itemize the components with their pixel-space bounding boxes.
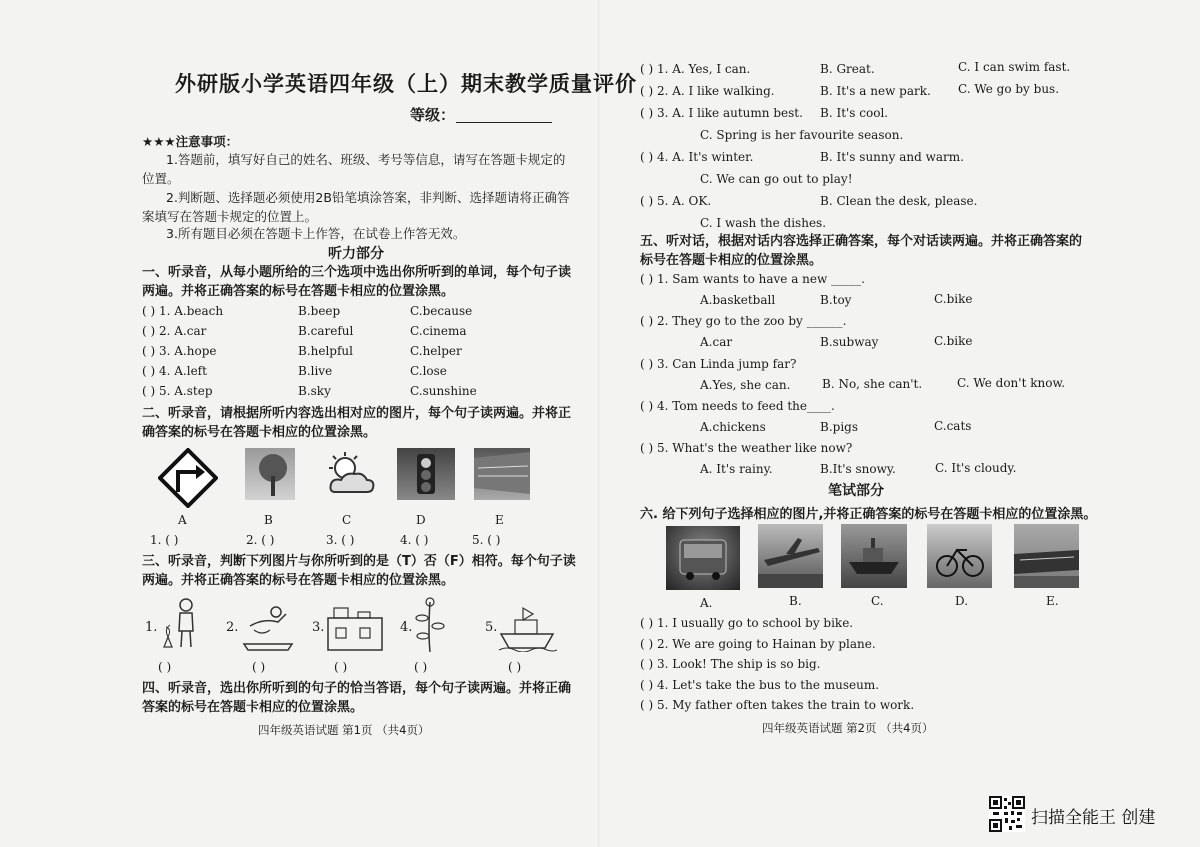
sec5-q1-a: A.basketball [700, 293, 776, 307]
sec6-label-d: D. [955, 594, 969, 608]
sec5-q3-b: B. No, she can't. [822, 377, 923, 391]
sec1-q1-b: B.beep [298, 304, 341, 318]
sec5-q5-c: C. It's cloudy. [935, 461, 1017, 475]
sec3-title: 三、听录音，判断下列图片与你所听到的是（T）否（F）相符。每个句子读两遍。并将正确答案的标号在答题卡相应的位置涂黑。 [142, 554, 576, 588]
listening-title: 听力部分 [328, 246, 384, 262]
sec1-q4-b: B.live [298, 364, 333, 378]
left-page [0, 0, 637, 760]
sec3-num-1: 1. [145, 620, 158, 635]
sec1-q1-c: C.because [410, 304, 473, 318]
turn-right-sign-icon [158, 448, 218, 508]
sec1-q3: ( ) 3. A.hope [142, 344, 217, 358]
sec2-answer-3: 3. ( ) [326, 533, 355, 547]
sec2-answer-1: 1. ( ) [150, 533, 179, 547]
sec5-q4-b: B.pigs [820, 420, 858, 434]
sec4-q5-c: C. I wash the dishes. [700, 216, 827, 230]
note-1: 1.答题前，填写好自己的姓名、班级、考号等信息，请写在答题卡规定的位置。 [142, 152, 566, 186]
train-photo [1014, 524, 1079, 588]
scanner-watermark: 扫描全能王 创建 [1031, 808, 1156, 828]
plane-photo [758, 524, 823, 588]
sec6-label-c: C. [871, 594, 884, 608]
sec1-q3-c: C.helper [410, 344, 462, 358]
sec5-q4: ( ) 4. Tom needs to feed the____. [640, 399, 835, 413]
grade-label: 等级： [410, 106, 456, 124]
sec4-q1-c: C. I can swim fast. [958, 60, 1071, 74]
sec1-q1: ( ) 1. A.beach [142, 304, 224, 318]
sec5-q5-a: A. It's rainy. [700, 462, 773, 476]
sec2-label-a: A [178, 513, 187, 527]
sec3-num-4: 4. [400, 620, 413, 635]
sec5-q5-b: B.It's snowy. [820, 462, 896, 476]
sec4-q2: ( ) 2. A. I like walking. [640, 84, 775, 98]
sec5-q2-b: B.subway [820, 335, 879, 349]
sec6-title: 六. 给下列句子选择相应的图片,并将正确答案的标号在答题卡相应的位置涂黑。 [640, 507, 1097, 522]
traffic-light-photo [397, 448, 455, 500]
sec2-label-c: C [342, 513, 352, 527]
sec4-q4: ( ) 4. A. It's winter. [640, 150, 754, 164]
sec5-q1-c: C.bike [934, 292, 973, 306]
sec5-title: 五、听对话，根据对话内容选择正确答案，每个对话读两遍。并将正确答案的标号在答题卡相应的位置涂黑。 [640, 234, 1083, 268]
flower-plant-drawing [414, 596, 446, 654]
sec2-answer-2: 2. ( ) [246, 533, 275, 547]
sec4-title: 四、听录音，选出你所听到的句子的恰当答语，每个句子读两遍。并将正确答案的标号在答题卡相应的位置涂黑。 [142, 681, 572, 715]
sec1-q5-c: C.sunshine [410, 384, 477, 398]
sec3-blank-3: ( ) [334, 660, 348, 674]
sec6-q3: ( ) 3. Look! The ship is so big. [640, 657, 821, 671]
sec5-q2-a: A.car [700, 335, 733, 349]
sec1-q4: ( ) 4. A.left [142, 364, 207, 378]
sec2-label-e: E [495, 513, 504, 527]
note-3: 3.所有题目必须在答题卡上作答，在试卷上作答无效。 [166, 226, 466, 241]
bike-photo [927, 524, 992, 588]
child-swimming-drawing [240, 600, 296, 652]
sec6-q5: ( ) 5. My father often takes the train to work. [640, 698, 915, 712]
building-drawing [324, 602, 386, 652]
sec5-q3: ( ) 3. Can Linda jump far? [640, 357, 797, 371]
sunny-cloudy-weather-icon [323, 450, 378, 500]
sec5-q2: ( ) 2. They go to the zoo by ______. [640, 314, 847, 328]
sec5-q5: ( ) 5. What's the weather like now? [640, 441, 853, 455]
sec6-q1: ( ) 1. I usually go to school by bike. [640, 616, 854, 630]
sec5-q3-a: A.Yes, she can. [700, 378, 791, 392]
sec1-q2-c: C.cinema [410, 324, 467, 338]
notes-title: ★★★注意事项： [142, 134, 239, 149]
sec1-q3-b: B.helpful [298, 344, 353, 358]
written-title: 笔试部分 [828, 483, 884, 499]
sec5-q4-c: C.cats [934, 419, 972, 433]
boy-watering-plant-drawing [162, 597, 204, 652]
note-2: 2.判断题、选择题必须使用2B铅笔填涂答案，非判断、选择题请将正确答案填写在答题卡规定的位置上。 [142, 190, 570, 224]
tree-photo [245, 448, 295, 500]
sec3-blank-5: ( ) [508, 660, 522, 674]
sec4-q2-c: C. We go by bus. [958, 82, 1060, 96]
sec1-title: 一、听录音，从每小题所给的三个选项中选出你所听到的单词，每个句子读两遍。并将正确答案的标号在答题卡相应的位置涂黑。 [142, 265, 572, 299]
sec3-blank-4: ( ) [414, 660, 428, 674]
sec2-label-d: D [416, 513, 426, 527]
sec6-q4: ( ) 4. Let's take the bus to the museum. [640, 678, 880, 692]
sec1-q5-b: B.sky [298, 384, 331, 398]
sec5-q2-c: C.bike [934, 334, 973, 348]
sec5-q1: ( ) 1. Sam wants to have a new _____. [640, 272, 865, 286]
sec4-q1: ( ) 1. A. Yes, I can. [640, 62, 751, 76]
sec3-blank-1: ( ) [158, 660, 172, 674]
sec3-num-3: 3. [312, 620, 325, 635]
sec6-label-e: E. [1046, 594, 1059, 608]
sec1-q2: ( ) 2. A.car [142, 324, 207, 338]
sec4-q4-c: C. We can go out to play! [700, 172, 853, 186]
sec1-q2-b: B.careful [298, 324, 354, 338]
sec4-q5: ( ) 5. A. OK. [640, 194, 712, 208]
sec4-q2-b: B. It's a new park. [820, 84, 931, 98]
sec4-q1-b: B. Great. [820, 62, 875, 76]
sec2-answer-4: 4. ( ) [400, 533, 429, 547]
right-page [600, 0, 1200, 760]
sec5-q3-c: C. We don't know. [957, 376, 1066, 390]
sec5-q4-a: A.chickens [700, 420, 766, 434]
left-footer: 四年级英语试题 第1页 （共4页） [258, 723, 430, 737]
qr-code-icon [989, 796, 1025, 832]
grade-blank [456, 122, 552, 123]
sec6-label-b: B. [789, 594, 802, 608]
sec6-label-a: A. [700, 596, 713, 610]
sec3-blank-2: ( ) [252, 660, 266, 674]
sec3-num-5: 5. [485, 620, 498, 635]
sec1-q5: ( ) 5. A.step [142, 384, 213, 398]
sec3-num-2: 2. [226, 620, 239, 635]
exam-title: 外研版小学英语四年级（上）期末教学质量评价 [175, 72, 637, 96]
ship-photo [841, 524, 907, 588]
sec1-q4-c: C.lose [410, 364, 447, 378]
sec4-q3-b: B. It's cool. [820, 106, 889, 120]
bus-photo [666, 526, 740, 590]
sec4-q5-b: B. Clean the desk, please. [820, 194, 978, 208]
sec4-q4-b: B. It's sunny and warm. [820, 150, 964, 164]
right-footer: 四年级英语试题 第2页 （共4页） [762, 721, 934, 735]
sec6-q2: ( ) 2. We are going to Hainan by plane. [640, 637, 876, 651]
sec4-q3-c: C. Spring is her favourite season. [700, 128, 904, 142]
sec2-title: 二、听录音，请根据所听内容选出相对应的图片，每个句子读两遍。并将正确答案的标号在答题卡相应的位置涂黑。 [142, 406, 572, 440]
boat-drawing [497, 604, 557, 652]
sec2-label-b: B [264, 513, 273, 527]
subway-station-photo [474, 448, 530, 500]
sec4-q3: ( ) 3. A. I like autumn best. [640, 106, 803, 120]
sec2-answer-5: 5. ( ) [472, 533, 501, 547]
sec5-q1-b: B.toy [820, 293, 852, 307]
